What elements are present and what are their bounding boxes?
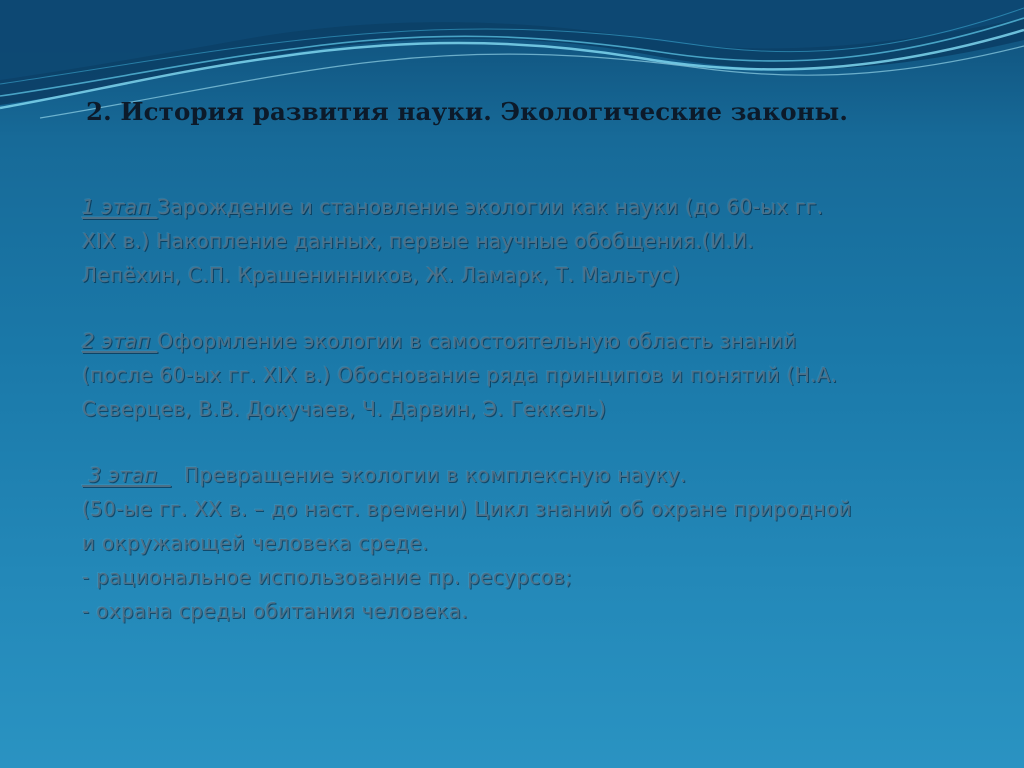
- stage-2-text-3: Северцев, В.В. Докучаев, Ч. Дарвин, Э. Геккель): [82, 397, 607, 421]
- stage-3-text-4: - рациональное использование пр. ресурсов;: [82, 565, 573, 589]
- stage-2-text-1: Оформление экологии в самостоятельную область знаний: [157, 329, 797, 353]
- stage-3-line-1: [82, 458, 982, 492]
- stage-1-text-3: Лепёхин, С.П. Крашенинников, Ж. Ламарк, Т. Мальтус): [82, 263, 681, 287]
- stage-2-line-1: [82, 324, 982, 358]
- stage-3-label: 3 этап: [82, 463, 171, 487]
- stage-2: [82, 324, 982, 426]
- stage-3: [82, 458, 982, 628]
- stages-content: [82, 190, 982, 628]
- stage-1-text-1: Зарождение и становление экологии как науки (до 60-ых гг.: [157, 195, 824, 219]
- stage-1-label: 1 этап: [82, 195, 158, 219]
- stage-1: [82, 190, 982, 292]
- stage-1-line-1: [82, 190, 982, 224]
- stage-2-label: 2 этап: [82, 329, 158, 353]
- stage-2-text-2: (после 60-ых гг. XIX в.) Обоснование ряда принципов и понятий (Н.А.: [82, 363, 838, 387]
- stage-3-text-1: Превращение экологии в комплексную науку.: [184, 463, 687, 487]
- slide-title: 2. История развития науки. Экологические законы.: [86, 97, 848, 126]
- stage-3-text-3: и окружающей человека среде.: [82, 531, 429, 555]
- stage-3-text-2: (50-ые гг. XX в. – до наст. времени) Цикл знаний об охране природной: [82, 497, 852, 521]
- stage-1-text-2: XIX в.) Накопление данных, первые научные обобщения.(И.И.: [82, 229, 755, 253]
- stage-3-text-5: - охрана среды обитания человека.: [82, 599, 469, 623]
